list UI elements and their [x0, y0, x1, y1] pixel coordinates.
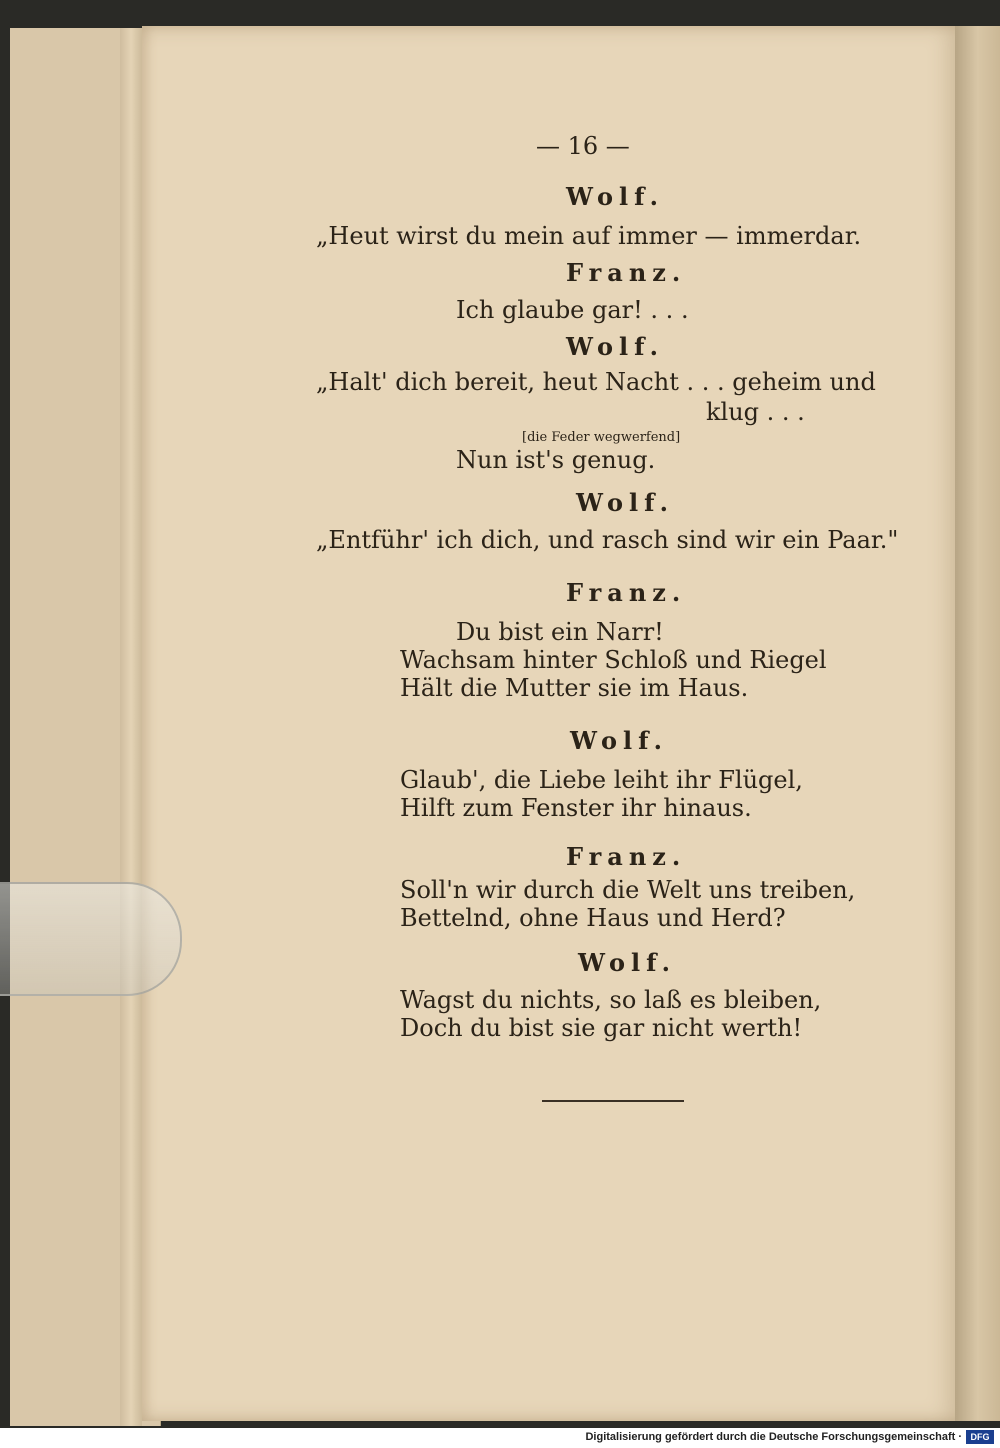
- verse-line: Ich glaube gar! . . .: [456, 296, 689, 324]
- speaker-label: Wolf.: [570, 726, 668, 755]
- verse-line: Soll'n wir durch die Welt uns treiben,: [400, 876, 856, 904]
- page-number: — 16 —: [536, 132, 630, 160]
- verse-line: „Heut wirst du mein auf immer — immerdar.: [316, 222, 862, 250]
- speaker-label: Franz.: [566, 578, 687, 607]
- stage-direction: [die Feder wegwerfend]: [522, 430, 681, 445]
- dfg-logo: DFG: [966, 1430, 994, 1444]
- speaker-label: Wolf.: [566, 182, 664, 211]
- verse-line: Hilft zum Fenster ihr hinaus.: [400, 794, 752, 822]
- verse-line: klug . . .: [706, 398, 805, 426]
- verse-line: Bettelnd, ohne Haus und Herd?: [400, 904, 786, 932]
- speaker-label: Franz.: [566, 258, 687, 287]
- speaker-label: Wolf.: [576, 488, 674, 517]
- verse-line: Nun ist's genug.: [456, 446, 656, 474]
- end-rule: [542, 1100, 684, 1102]
- verse-line: Glaub', die Liebe leiht ihr Flügel,: [400, 766, 803, 794]
- verse-line: „Entführ' ich dich, und rasch sind wir ein Paar.": [316, 526, 899, 554]
- verse-line: „Halt' dich bereit, heut Nacht . . . geheim und: [316, 368, 876, 396]
- verse-line: Du bist ein Narr!: [456, 618, 664, 646]
- verse-line: Wachsam hinter Schloß und Riegel: [400, 646, 827, 674]
- speaker-label: Wolf.: [566, 332, 664, 361]
- verse-line: Wagst du nichts, so laß es bleiben,: [400, 986, 822, 1014]
- footer-credit: Digitalisierung gefördert durch die Deutsche Forschungsgemeinschaft ·: [585, 1431, 962, 1443]
- speaker-label: Franz.: [566, 842, 687, 871]
- verse-line: Doch du bist sie gar nicht werth!: [400, 1014, 803, 1042]
- verse-line: Hält die Mutter sie im Haus.: [400, 674, 749, 702]
- speaker-label: Wolf.: [578, 948, 676, 977]
